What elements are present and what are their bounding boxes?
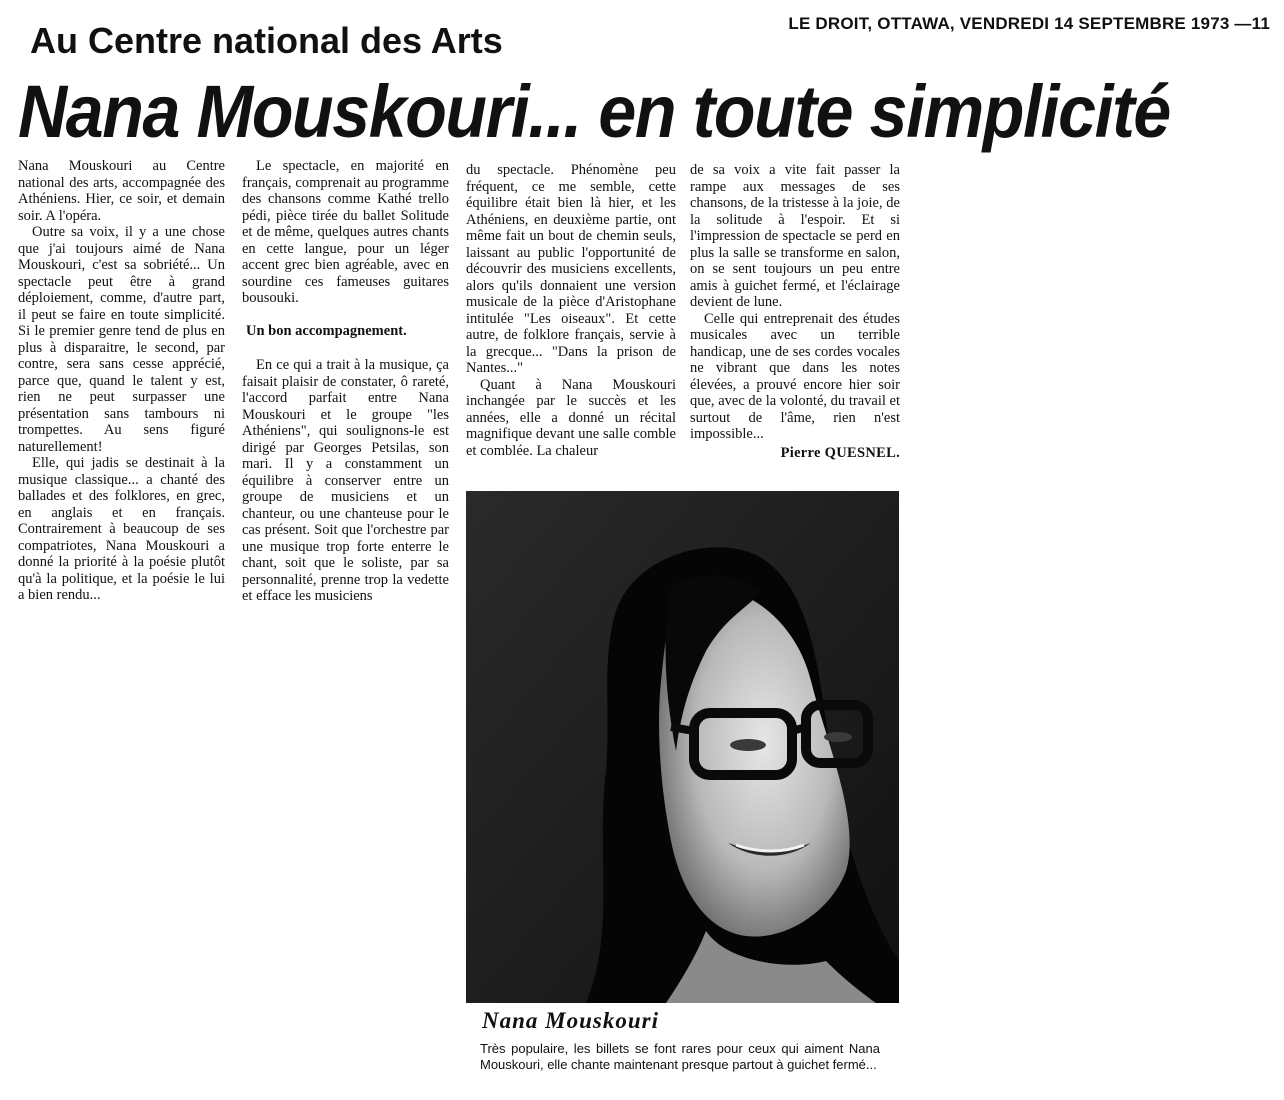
paragraph: Quant à Nana Mouskouri inchangée par le succès et les années, elle a donné un récital magnifique devant une salle comble et comblée. La chaleur: [466, 376, 676, 459]
photo-caption-text: Très populaire, les billets se font rares pour ceux qui aiment Nana Mouskouri, elle chante maintenant presque partout à guichet fermé...: [480, 1041, 880, 1072]
portrait-photo: [466, 491, 899, 1003]
article-column-3: [466, 162, 676, 459]
masthead: LE DROIT, OTTAWA, VENDREDI 14 SEPTEMBRE 1973 —11: [788, 14, 1270, 33]
article-column-4: [690, 162, 900, 461]
paragraph: Elle, qui jadis se destinait à la musique classique... a chanté des ballades et des folklores, en grec, en anglais et en français. Contrairement à beaucoup de ses compatriotes, Nana Mouskouri a donné la priorité à la poésie plutôt qu'à la politique, et la poésie le lui a bien rendu...: [18, 455, 225, 603]
paragraph: Outre sa voix, il y a une chose que j'ai toujours aimé de Nana Mouskouri, c'est sa sobriété... Un spectacle peut être à grand déploiement, comme, d'autre part, il peut se faire en toute simplicité. Si le premier genre tend de plus en plus à disparaitre, le second, par contre, sera sans cesse apprécié, parce que, quand le talent y est, rien ne peut surpasser une présentation sans tambours ni trompettes. Au sens figuré naturellement!: [18, 224, 225, 455]
photo-caption-name: Nana Mouskouri: [482, 1008, 659, 1033]
kicker: Au Centre national des Arts: [30, 20, 503, 61]
portrait-illustration: [466, 491, 899, 1003]
byline: Pierre QUESNEL.: [780, 444, 900, 461]
paragraph: du spectacle. Phénomène peu fréquent, ce me semble, cette équilibre était bien là hier, et les Athéniens, en deuxième partie, ont même fait un bout de chemin seuls, laissant au public l'opportunité de découvrir des musiciens excellents, alors qu'ils donnaient une version musicale de la pièce d'Aristophane intitulée "Les oiseaux". Et cette autre, de folklore français, servie à la grecque... "Dans la prison de Nantes...": [466, 162, 676, 376]
paragraph: Nana Mouskouri au Centre national des arts, accompagnée des Athéniens. Hier, ce soir, et demain soir. A l'opéra.: [18, 158, 225, 224]
subhead: Un bon accompagnement.: [246, 322, 407, 339]
paragraph: Celle qui entreprenait des études musicales avec un terrible handicap, une de ses cordes vocales ne vibrant que dans les notes élevées, a prouvé encore hier soir que, avec de la volonté, du travail et surtout de l'âme, rien n'est impossible...: [690, 310, 900, 442]
paragraph: Le spectacle, en majorité en français, comprenait au programme des chansons comme Kathé trello pédi, pièce tirée du ballet Solitude et de même, quelques autres chants en cette langue, pour un léger accent grec bien agréable, avec en sourdine ces fameuses guitares bousouki.: [242, 158, 449, 306]
article-column-1: [18, 158, 225, 604]
paragraph: En ce qui a trait à la musique, ça faisait plaisir de constater, ô rareté, l'accord parfait entre Nana Mouskouri et le groupe "les Athéniens", qui soulignons-le est dirigé par Georges Petsilas, son mari. Il y a constamment un équilibre à conserver entre un groupe de musiciens et un chanteur, ou une chanteuse pour le cas présent. Soit que l'orchestre par une musique trop forte enterre le chant, soit que le soliste, par sa personnalité, prenne trop la vedette et efface les musiciens: [242, 357, 449, 604]
paragraph: de sa voix a vite fait passer la rampe aux messages de ses chansons, de la tristesse à la joie, de la solitude à l'espoir. Et si l'impression de spectacle se perd en plus la salle se transforme en salon, on se sent toujours un peu entre amis à guichet fermé, et l'éclairage devient de lune.: [690, 162, 900, 310]
article-column-2: [242, 158, 449, 605]
headline: Nana Mouskouri... en toute simplicité: [18, 70, 1170, 153]
